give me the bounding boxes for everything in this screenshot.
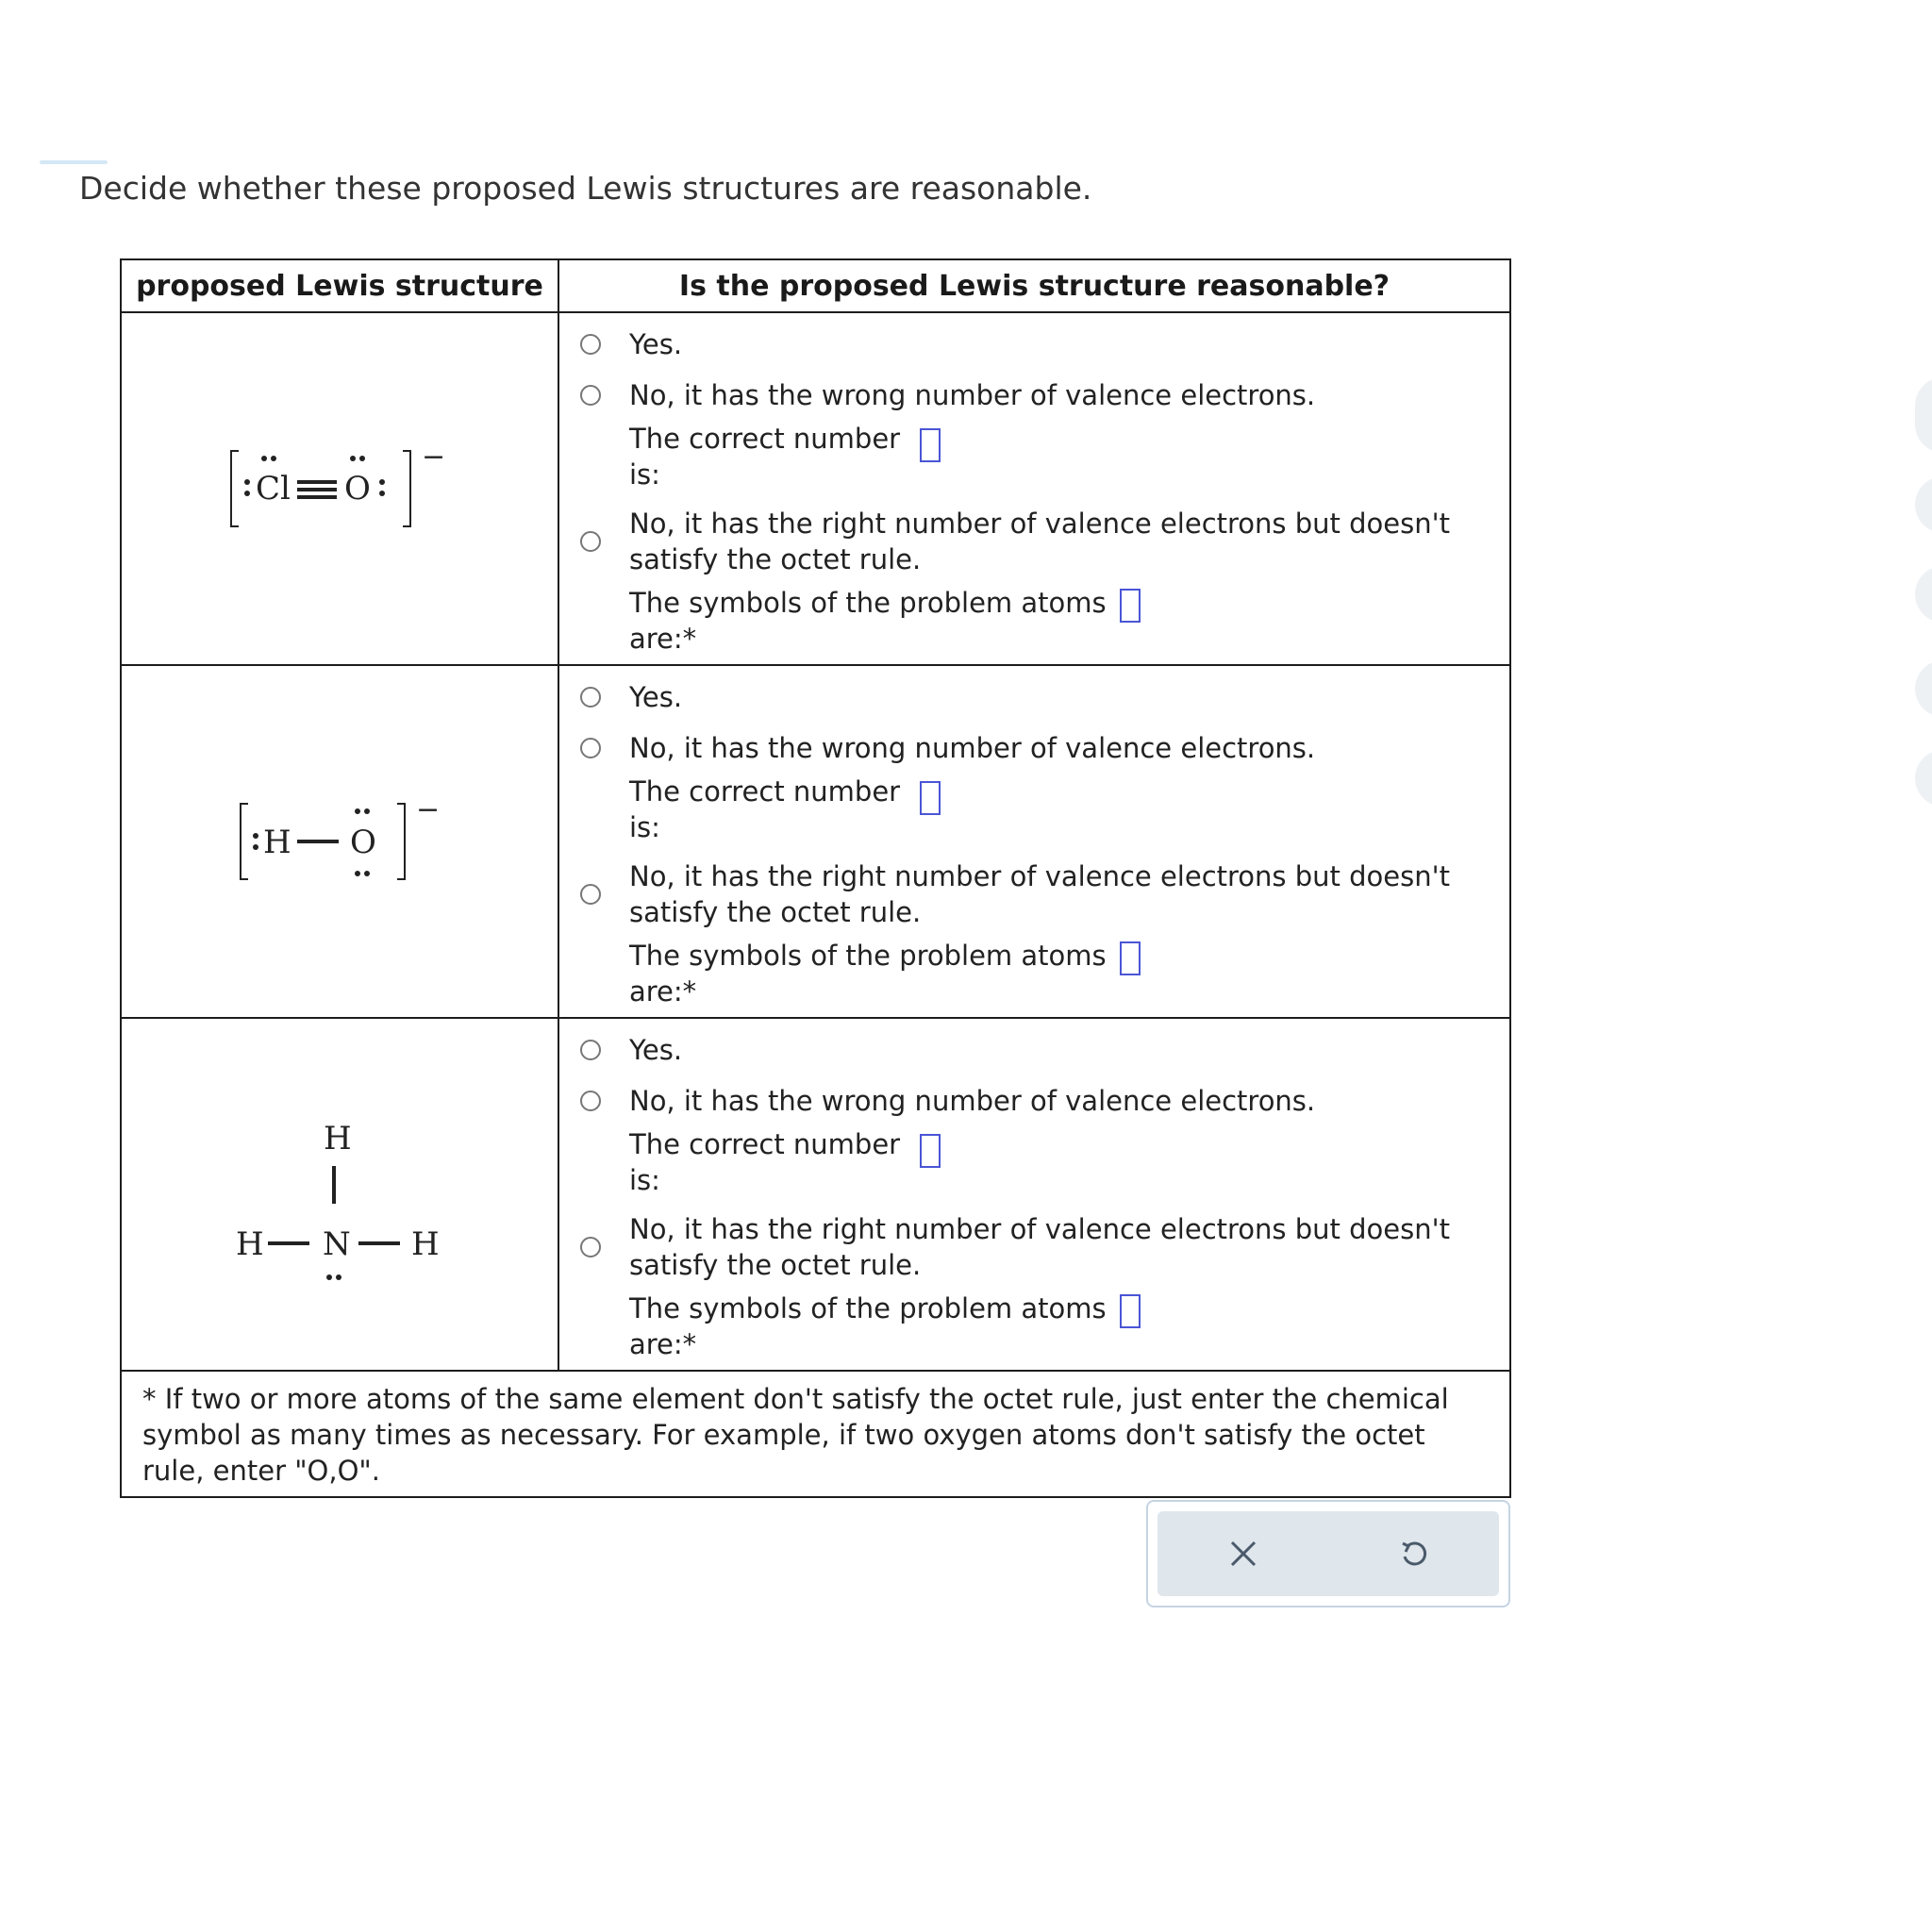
atom-label: H: [324, 1120, 352, 1158]
side-tab[interactable]: [1915, 566, 1932, 623]
action-panel: [1146, 1500, 1510, 1607]
option-octet[interactable]: [559, 858, 1509, 930]
radio-wrong-count[interactable]: [580, 738, 601, 758]
correct-number-input[interactable]: [920, 781, 941, 815]
problem-atoms-input[interactable]: [1120, 941, 1141, 975]
correct-number-label: The correct number is:: [629, 1128, 901, 1196]
radio-octet[interactable]: [580, 884, 601, 905]
correct-number-input[interactable]: [920, 1134, 941, 1168]
lewis-structure-ho: [231, 785, 448, 898]
atom-label: Cl: [256, 470, 291, 508]
correct-number-label: The correct number is:: [629, 423, 901, 491]
lewis-structure-clo: [222, 432, 458, 545]
problem-atoms-label: The symbols of the problem atoms are:*: [629, 940, 1107, 1008]
option-octet-label: No, it has the right number of valence electrons but doesn't satisfy the octet rule.: [629, 860, 1450, 928]
radio-wrong-count[interactable]: [580, 385, 601, 406]
correct-number-prompt: [629, 774, 1509, 845]
x-icon: [1228, 1539, 1258, 1569]
problem-atoms-input[interactable]: [1120, 589, 1141, 623]
option-yes-label: Yes.: [629, 681, 683, 713]
options-cell-1: [558, 312, 1510, 665]
table-header-row: [121, 259, 1510, 312]
side-tab[interactable]: [1915, 377, 1932, 453]
option-wrong-count-label: No, it has the wrong number of valence electrons.: [629, 1085, 1316, 1117]
option-wrong-count[interactable]: [559, 1083, 1509, 1119]
problem-atoms-prompt: [629, 585, 1509, 657]
atom-label: O: [350, 824, 376, 861]
option-wrong-count-label: No, it has the wrong number of valence electrons.: [629, 732, 1316, 764]
structure-cell-2: [121, 665, 558, 1018]
side-tab[interactable]: [1915, 476, 1932, 533]
option-yes[interactable]: [559, 326, 1509, 362]
radio-wrong-count[interactable]: [580, 1091, 601, 1111]
charge-label: −: [416, 793, 441, 826]
problem-atoms-label: The symbols of the problem atoms are:*: [629, 1292, 1107, 1360]
options-cell-3: [558, 1018, 1510, 1371]
problem-atoms-prompt: [629, 1291, 1509, 1362]
option-wrong-count-label: No, it has the wrong number of valence electrons.: [629, 379, 1316, 411]
correct-number-prompt: [629, 421, 1509, 492]
option-yes-label: Yes.: [629, 328, 683, 360]
footnote-row: [121, 1371, 1510, 1497]
option-yes-label: Yes.: [629, 1034, 683, 1066]
charge-label: −: [422, 441, 446, 474]
footnote: * If two or more atoms of the same element don't satisfy the octet rule, just enter the chemical symbol as many times as necessary. For example, if two oxygen atoms don't satisfy the octet rule, enter "O,O".: [121, 1371, 1510, 1497]
side-tab[interactable]: [1915, 660, 1932, 717]
options-cell-2: [558, 665, 1510, 1018]
problem-atoms-label: The symbols of the problem atoms are:*: [629, 587, 1107, 655]
atom-label: H: [411, 1225, 440, 1263]
option-wrong-count[interactable]: [559, 730, 1509, 766]
header-proposed-structure: proposed Lewis structure: [121, 259, 558, 312]
correct-number-input[interactable]: [920, 428, 941, 462]
atom-label: O: [344, 470, 371, 508]
option-octet-label: No, it has the right number of valence electrons but doesn't satisfy the octet rule.: [629, 508, 1450, 575]
option-octet-label: No, it has the right number of valence electrons but doesn't satisfy the octet rule.: [629, 1213, 1450, 1281]
table-row: [121, 312, 1510, 665]
radio-yes[interactable]: [580, 1040, 601, 1060]
top-accent-bar: [40, 160, 108, 164]
option-yes[interactable]: [559, 679, 1509, 715]
option-wrong-count[interactable]: [559, 377, 1509, 413]
header-reasonable: Is the proposed Lewis structure reasonable?: [558, 259, 1510, 312]
correct-number-label: The correct number is:: [629, 775, 901, 843]
question-prompt: Decide whether these proposed Lewis structures are reasonable.: [79, 170, 1092, 207]
atom-label: N: [323, 1225, 351, 1263]
option-yes[interactable]: [559, 1032, 1509, 1068]
radio-octet[interactable]: [580, 531, 601, 552]
clear-button[interactable]: [1215, 1525, 1272, 1582]
option-octet[interactable]: [559, 506, 1509, 577]
undo-button[interactable]: [1386, 1525, 1442, 1582]
radio-octet[interactable]: [580, 1237, 601, 1257]
structure-cell-1: [121, 312, 558, 665]
problem-atoms-prompt: [629, 938, 1509, 1009]
problem-atoms-input[interactable]: [1120, 1294, 1141, 1328]
lewis-structure-nh3: [226, 1100, 453, 1289]
atom-label: H: [263, 824, 291, 861]
atom-label: H: [236, 1225, 264, 1263]
table-row: [121, 665, 1510, 1018]
option-octet[interactable]: [559, 1211, 1509, 1283]
table-row: [121, 1018, 1510, 1371]
correct-number-prompt: [629, 1126, 1509, 1198]
side-tab[interactable]: [1915, 750, 1932, 807]
lewis-structure-table: [120, 258, 1511, 1498]
structure-cell-3: [121, 1018, 558, 1371]
radio-yes[interactable]: [580, 687, 601, 708]
radio-yes[interactable]: [580, 334, 601, 355]
undo-icon: [1398, 1538, 1430, 1570]
action-bar: [1158, 1511, 1499, 1596]
